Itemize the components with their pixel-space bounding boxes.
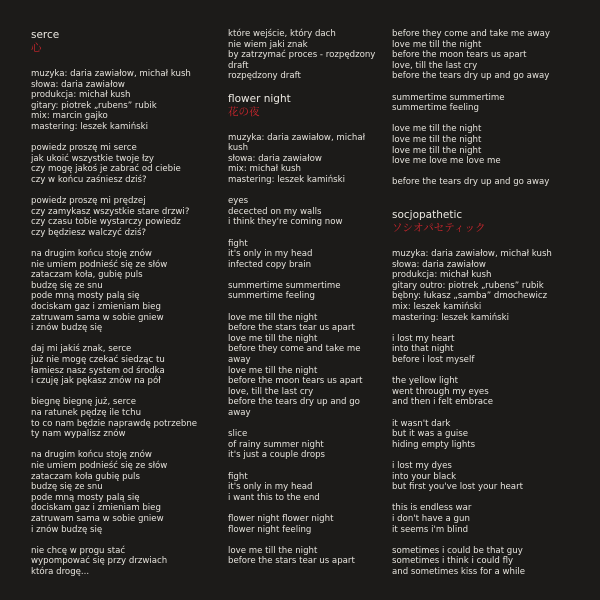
lyric-stanza xyxy=(31,397,201,439)
lyric-line: love me till the night xyxy=(228,312,318,323)
lyric-line: i znów budzę się xyxy=(31,524,103,535)
lyric-line: love me love me love me xyxy=(392,156,501,167)
lyric-line: na drugim końcu stoję znów xyxy=(31,450,152,461)
song-credits xyxy=(228,133,388,186)
lyric-stanza xyxy=(392,93,592,114)
lyric-line: i don't have a gun xyxy=(392,513,470,524)
lyric-line: but it was a guise xyxy=(392,429,469,440)
lyrics-continuation xyxy=(228,29,388,82)
lyric-line: już nie mogę czekać siedząc tu xyxy=(31,355,165,366)
lyric-line: away xyxy=(228,355,251,366)
lyric-line: summertime summertime xyxy=(228,280,341,291)
lyric-line: budzę się ze snu xyxy=(31,280,103,291)
credit-line: bębny: łukasz „samba” dmochewicz xyxy=(392,291,548,302)
lyric-line: które wejście, który dach xyxy=(228,29,336,39)
credit-line: mix: michał kush xyxy=(228,164,301,175)
lyric-stanza xyxy=(392,419,592,451)
lyric-line: czy mogę jakoś je zabrać od ciebie xyxy=(31,164,181,175)
lyric-line: love me till the night xyxy=(392,134,482,145)
lyric-line: jak ukoić wszystkie twoje łzy xyxy=(31,153,155,164)
lyric-stanza xyxy=(31,143,201,185)
song-title-japanese: 花の夜 xyxy=(228,105,260,118)
lyric-line: before the tears dry up and go away xyxy=(392,71,550,82)
lyric-line: łamiesz nasz system od środka xyxy=(31,365,165,376)
credit-line: gitary: piotrek „rubens” rubik xyxy=(31,100,157,111)
credit-line: mix: leszek kamiński xyxy=(392,302,482,313)
lyric-line: love me till the night xyxy=(228,545,318,556)
song-lyrics xyxy=(31,133,201,578)
lyric-line: powiedz proszę mi prędzej xyxy=(31,196,146,207)
lyric-line: wypompować się przy drzwiach xyxy=(31,556,168,567)
lyric-line: but first you've lost your heart xyxy=(392,482,523,493)
lyric-stanza xyxy=(228,514,388,535)
lyric-line: love me till the night xyxy=(392,39,482,50)
lyric-line: into your black xyxy=(392,471,457,482)
lyric-line: fight xyxy=(228,238,248,249)
lyric-stanza xyxy=(228,546,388,567)
lyric-line: na drugim końcu stoję znów xyxy=(31,249,152,260)
lyric-line: infected copy brain xyxy=(228,259,312,270)
credit-line: muzyka: daria zawiałow, michał xyxy=(228,132,366,143)
lyric-line: before they come and take me xyxy=(228,344,361,355)
lyric-line: i lost my heart xyxy=(392,333,455,344)
lyric-line: czy będziesz walczyć dziś? xyxy=(31,227,147,238)
lyrics-column-2 xyxy=(228,29,388,567)
lyric-line: love, till the last cry xyxy=(392,60,478,71)
credit-line: muzyka: daria zawiałow, michał kush xyxy=(392,249,552,260)
song-title: serce xyxy=(31,29,60,41)
lyric-line: hiding empty lights xyxy=(392,439,476,450)
lyrics-column-3 xyxy=(392,29,592,578)
lyric-stanza xyxy=(31,344,201,386)
lyric-line: love, till the last cry xyxy=(228,386,314,397)
credit-line: mastering: leszek kamiński xyxy=(392,312,510,323)
lyric-line: eyes xyxy=(228,196,249,207)
lyric-line: before the tears dry up and go away xyxy=(392,177,550,188)
lyric-line: czy w końcu zaśniesz dziś? xyxy=(31,174,147,185)
lyric-line: zatruwam sama w sobie gniew xyxy=(31,513,164,524)
lyric-stanza xyxy=(392,177,592,188)
credit-line: słowa: daria zawiałow xyxy=(392,259,486,270)
lyric-line: slice xyxy=(228,429,248,440)
credit-line: mix: marcin gajko xyxy=(31,111,108,122)
credit-line: gitary outro: piotrek „rubens” rubik xyxy=(392,280,544,291)
lyric-stanza xyxy=(392,376,592,408)
credit-line: muzyka: daria zawiałow, michał kush xyxy=(31,69,191,79)
lyric-line: biegnę biegnę już, serce xyxy=(31,397,137,408)
lyric-line: it wasn't dark xyxy=(392,418,451,429)
lyric-stanza xyxy=(228,472,388,504)
lyric-line: flower night feeling xyxy=(228,524,312,535)
lyric-line: sometimes i think i could fly xyxy=(392,556,514,567)
lyric-line: before the stars tear us apart xyxy=(228,323,355,334)
lyric-line: rozpędzony draft xyxy=(228,71,301,82)
lyric-line: before i lost myself xyxy=(392,355,475,366)
lyric-line: before the stars tear us apart xyxy=(228,556,355,567)
song-title-japanese: 心 xyxy=(31,42,42,54)
lyric-line: draft xyxy=(228,60,249,71)
lyric-line: nie wiem jaki znak xyxy=(228,39,308,50)
lyric-line: of rainy summer night xyxy=(228,439,324,450)
lyric-line: love me till the night xyxy=(392,124,482,135)
lyric-line: it's only in my head xyxy=(228,482,313,493)
lyric-stanza xyxy=(228,196,388,228)
lyric-line: która drogę... xyxy=(31,566,90,577)
lyric-line: love me till the night xyxy=(392,145,482,156)
lyrics-column-1 xyxy=(31,29,201,578)
song-title-japanese: ソシオパセティック xyxy=(392,222,486,235)
lyric-line: it seems i'm blind xyxy=(392,524,469,535)
lyric-line: it's just a couple drops xyxy=(228,450,326,461)
lyric-line: zataczam koła gubię puls xyxy=(31,471,140,482)
lyric-line: nie chcę w progu stać xyxy=(31,545,126,556)
lyric-line: pode mną mosty palą się xyxy=(31,492,140,503)
lyric-line: summertime summertime xyxy=(392,92,505,103)
lyric-line: i think they're coming now xyxy=(228,217,343,228)
lyric-line: and sometimes kiss for a while xyxy=(392,566,526,577)
credit-line: słowa: daria zawiałow xyxy=(228,153,322,164)
lyric-line: czy czasu tobie wystarczy powiedz xyxy=(31,217,181,228)
lyric-line: before the tears dry up and go xyxy=(228,397,360,408)
lyric-line: by zatrzymać proces - rozpędzony xyxy=(228,50,376,61)
lyric-line: this is endless war xyxy=(392,503,472,514)
lyric-line: to co nam będzie naprawdę potrzebne xyxy=(31,418,198,429)
song-lyrics xyxy=(228,186,388,567)
lyric-line: i lost my dyes xyxy=(392,460,452,471)
lyric-stanza xyxy=(392,334,592,366)
credit-line: mastering: leszek kamiński xyxy=(31,121,149,132)
song-credits xyxy=(31,69,201,133)
lyric-line: before the moon tears us apart xyxy=(392,50,527,61)
song-lyrics xyxy=(392,323,592,577)
lyric-line: into that night xyxy=(392,344,454,355)
lyric-line: powiedz proszę mi serce xyxy=(31,143,137,154)
lyric-line: sometimes i could be that guy xyxy=(392,545,523,556)
lyric-stanza xyxy=(31,249,201,334)
lyric-line: decected on my walls xyxy=(228,206,322,217)
lyric-line: love me till the night xyxy=(228,365,318,376)
credit-line: produkcja: michał kush xyxy=(392,270,492,281)
lyric-line: budzę się ze snu xyxy=(31,482,103,493)
lyric-line: daj mi jakiś znak, serce xyxy=(31,344,132,355)
lyric-line: and then i felt embrace xyxy=(392,397,494,408)
lyric-line: before the moon tears us apart xyxy=(228,376,363,387)
lyric-stanza xyxy=(392,503,592,535)
lyric-stanza xyxy=(228,429,388,461)
lyric-line: summertime feeling xyxy=(228,291,315,302)
lyric-stanza xyxy=(392,124,592,166)
lyric-stanza xyxy=(392,461,592,493)
lyric-line: nie umiem podnieść się ze słów xyxy=(31,460,168,471)
lyric-stanza xyxy=(31,546,201,578)
lyric-line: fight xyxy=(228,471,248,482)
lyric-stanza xyxy=(228,281,388,302)
lyric-stanza xyxy=(392,29,592,82)
credit-line: produkcja: michał kush xyxy=(31,90,131,101)
lyric-line: na ratunek pędzę ile tchu xyxy=(31,408,142,418)
song-title: socjopathetic xyxy=(392,209,463,222)
lyric-line: nie umiem podnieść się ze słów xyxy=(31,259,168,270)
lyric-line: i want this to the end xyxy=(228,492,320,503)
lyric-line: ty nam wypalisz znów xyxy=(31,429,126,440)
lyric-line: dociskam gaz i zmieniam bieg xyxy=(31,503,161,514)
lyric-line: czy zamykasz wszystkie stare drzwi? xyxy=(31,206,190,217)
lyric-line: dociskam gaz i zmieniam bieg xyxy=(31,302,161,313)
lyric-line: before they come and take me away xyxy=(392,29,550,39)
lyric-line: summertime feeling xyxy=(392,103,479,114)
credit-line: słowa: daria zawiałow xyxy=(31,79,125,90)
lyric-line: i znów budzę się xyxy=(31,323,103,334)
lyric-stanza xyxy=(228,313,388,419)
lyric-line: pode mną mosty palą się xyxy=(31,291,140,302)
lyric-stanza xyxy=(228,239,388,271)
lyric-line: i czuję jak pękasz znów na pół xyxy=(31,376,161,387)
song-title: flower night xyxy=(228,92,291,105)
lyric-stanza xyxy=(31,196,201,238)
lyric-line: away xyxy=(228,408,251,418)
lyric-line: went through my eyes xyxy=(392,386,489,397)
lyric-line: it's only in my head xyxy=(228,249,313,260)
lyrics-continuation xyxy=(392,29,592,188)
credit-line: mastering: leszek kamiński xyxy=(228,174,346,185)
lyric-line: zataczam koła, gubię puls xyxy=(31,270,143,281)
lyric-line: the yellow light xyxy=(392,376,459,387)
credit-line: kush xyxy=(228,143,249,154)
lyric-stanza xyxy=(392,546,592,578)
lyric-line: love me till the night xyxy=(228,333,318,344)
lyric-line: zatruwam sama w sobie gniew xyxy=(31,312,164,323)
song-credits xyxy=(392,249,592,323)
lyric-stanza xyxy=(31,450,201,535)
lyric-line: flower night flower night xyxy=(228,513,334,524)
